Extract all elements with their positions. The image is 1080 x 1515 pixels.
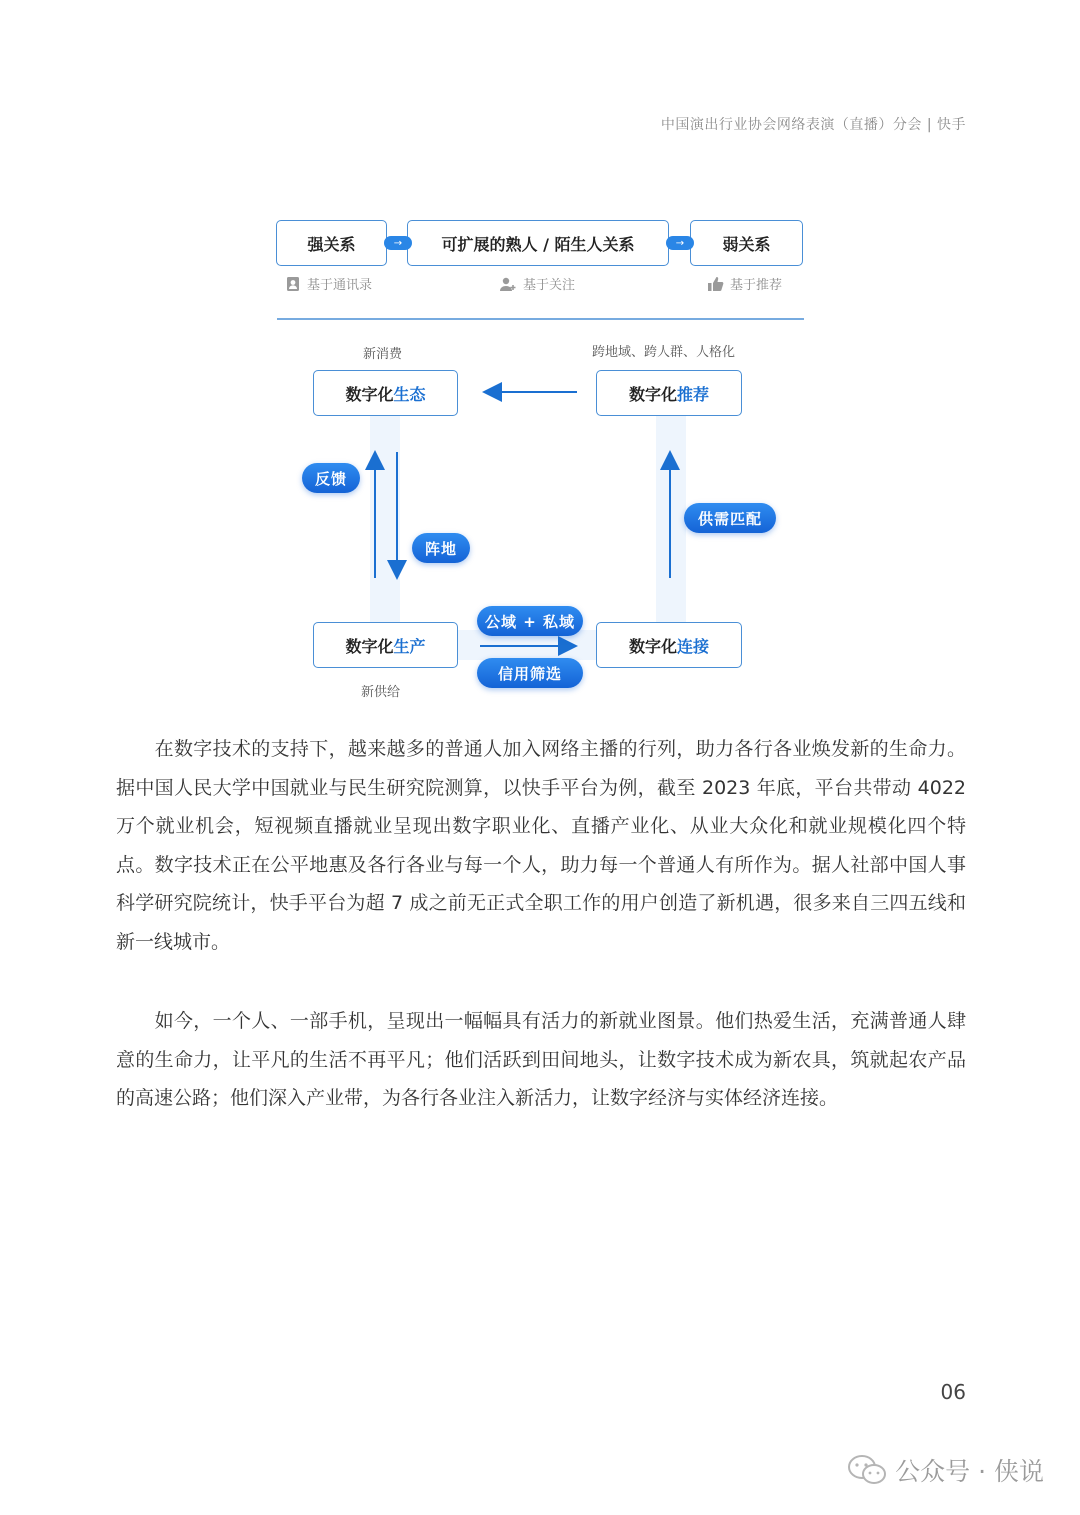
- contacts-sub: [285, 274, 372, 293]
- domain-pill: 公域 + 私域: [477, 606, 583, 636]
- credit-pill: 信用筛选: [477, 658, 583, 688]
- match-pill: 供需匹配: [684, 503, 776, 533]
- eco-prefix: 数字化: [345, 384, 394, 404]
- weak-relation-box: 弱关系: [690, 220, 803, 266]
- conn-highlight: 连接: [677, 636, 710, 656]
- paragraph-1: 在数字技术的支持下，越来越多的普通人加入网络主播的行列，助力各行各业焕发新的生命力。据中国人民大学中国就业与民生研究院测算，以快手平台为例，截至 2023 年底，平台共带动 4022 万个就业机会，短视频直播就业呈现出数字职业化、直播产业化、从业大众化和就业规模化四个特点。数字技术正在公平地惠及各行各业与每一个人，助力每一个普通人有所作为。据人社部中国人事科学研究院统计，快手平台为超 7 成之前无正式全职工作的用户创造了新机遇，很多来自三四五线和新一线城市。: [116, 738, 966, 953]
- follow-sub: [499, 274, 575, 293]
- feedback-pill: 反馈: [302, 463, 360, 493]
- prod-highlight: 生产: [393, 636, 426, 656]
- footer-label: 公众号 · 侠说: [895, 1457, 1044, 1486]
- relationship-diagram: [0, 0, 1080, 720]
- footer-watermark: [847, 1452, 1044, 1488]
- connector-2-icon: →: [666, 236, 694, 250]
- rec-highlight: 推荐: [677, 384, 710, 404]
- digital-recommend-box: [596, 370, 742, 416]
- eco-highlight: 生态: [393, 384, 426, 404]
- rec-caption: 跨地域、跨人群、人格化: [592, 345, 736, 360]
- contacts-sub-label: 基于通讯录: [307, 278, 373, 293]
- extended-relation-box: 可扩展的熟人 / 陌生人关系: [407, 220, 669, 266]
- strong-relation-box: 强关系: [276, 220, 387, 266]
- rec-prefix: 数字化: [628, 384, 677, 404]
- position-pill: 阵地: [412, 533, 470, 563]
- prod-caption: 新供给: [361, 685, 401, 700]
- follow-icon: [499, 276, 517, 292]
- digital-ecology-box: [313, 370, 458, 416]
- wechat-icon: [847, 1454, 887, 1486]
- digital-production-box: [313, 622, 458, 668]
- paragraph-2: 如今，一个人、一部手机，呈现出一幅幅具有活力的新就业图景。他们热爱生活，充满普通人肆意的生命力，让平凡的生活不再平凡；他们活跃到田间地头，让数字技术成为新农具，筑就起农产品的高速公路；他们深入产业带，为各行各业注入新活力，让数字经济与实体经济连接。: [116, 1010, 966, 1110]
- conn-prefix: 数字化: [628, 636, 677, 656]
- page-number: 06: [940, 1380, 966, 1404]
- eco-caption: 新消费: [363, 347, 403, 362]
- thumbs-up-icon: [707, 276, 724, 292]
- connector-1-icon: →: [384, 236, 412, 250]
- page-header: 中国演出行业协会网络表演（直播）分会 | 快手: [660, 117, 966, 133]
- prod-prefix: 数字化: [345, 636, 394, 656]
- recommend-sub: [707, 274, 782, 293]
- digital-connection-box: [596, 622, 742, 668]
- contacts-icon: [285, 276, 301, 292]
- follow-sub-label: 基于关注: [523, 278, 576, 293]
- recommend-sub-label: 基于推荐: [730, 278, 783, 293]
